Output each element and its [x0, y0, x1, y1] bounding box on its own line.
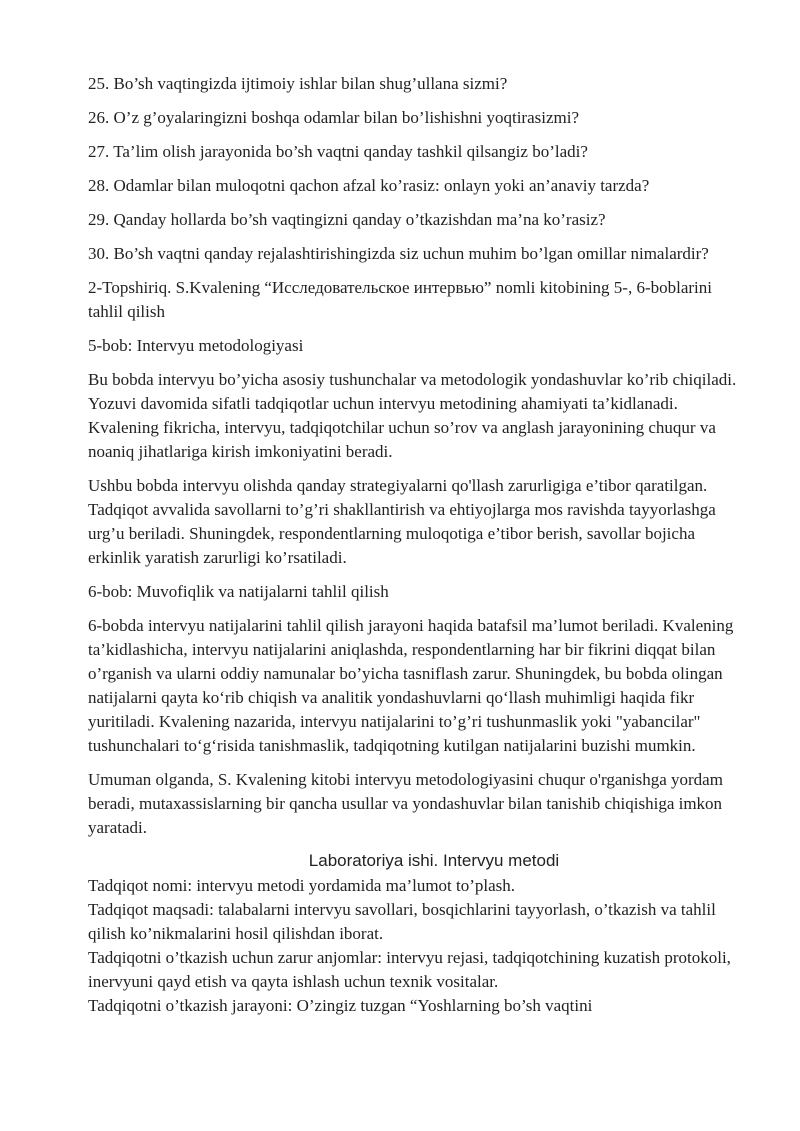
task-2-title: 2-Topshiriq. S.Kvalening “Исследовательское интервью” nomli kitobining 5-, 6-boblarini tahlil qilish	[88, 278, 712, 321]
lab-research-process: Tadqiqotni o’tkazish jarayoni: O’zingiz tuzgan “Yoshlarning bo’sh vaqtini	[88, 996, 593, 1015]
question-27: 27. Ta’lim olish jarayonida bo’sh vaqtni qanday tashkil qilsangiz bo’ladi?	[88, 142, 588, 161]
question-30: 30. Bo’sh vaqtni qanday rejalashtirishingizda siz uchun muhim bo’lgan omillar nimalardir?	[88, 244, 709, 263]
chapter-6-heading: 6-bob: Muvofiqlik va natijalarni tahlil qilish	[88, 582, 389, 601]
chapter-6-paragraph: 6-bobda intervyu natijalarini tahlil qilish jarayoni haqida batafsil ma’lumot beriladi. Kvalening ta’kidlashicha, intervyu natijalarini aniqlashda, respondentlarning har bir fikrini diqqat bilan o’rganish va ularni oddiy namunalar bo’yicha tasniflash zarur. Shuningdek, bu bobda olingan natijalarni qayta ko‘rib chiqish va analitik yondashuvlarni qo‘llash muhimligi haqida fikr yuritiladi. Kvalening nazarida, intervyu natijalarini to’g’ri tushunmaslik yoki "yabancilar" tushunchalari to‘g‘risida tanishmaslik, tadqiqotning kutilgan natijalarini buzishi mumkin.	[88, 616, 734, 755]
lab-research-goal: Tadqiqot maqsadi: talabalarni intervyu savollari, bosqichlarini tayyorlash, o’tkazish va tahlil qilish ko’nikmalarini hosil qilishdan iborat.	[88, 900, 716, 943]
question-28: 28. Odamlar bilan muloqotni qachon afzal ko’rasiz: onlayn yoki an’anaviy tarzda?	[88, 176, 650, 195]
chapter-5-paragraph-2: Ushbu bobda intervyu olishda qanday strategiyalarni qo'llash zarurligiga e’tibor qaratilgan. Tadqiqot avvalida savollarni to’g’ri shakllantirish va ehtiyojlarga mos ravishda tayyorlashga urg’u beriladi. Shuningdek, respondentlarning muloqotiga e’tibor berish, savollar bojicha erkinlik yaratish zarurligi ko’rsatiladi.	[88, 476, 716, 567]
chapter-5-heading: 5-bob: Intervyu metodologiyasi	[88, 336, 304, 355]
question-26: 26. O’z g’oyalaringizni boshqa odamlar bilan bo’lishishni yoqtirasizmi?	[88, 108, 579, 127]
lab-required-tools: Tadqiqotni o’tkazish uchun zarur anjomlar: intervyu rejasi, tadqiqotchining kuzatish protokoli, inervyuni qayd etish va qayta ishlash uchun texnik vositalar.	[88, 948, 731, 991]
question-29: 29. Qanday hollarda bo’sh vaqtingizni qanday o’tkazishdan ma’na ko’rasiz?	[88, 210, 606, 229]
lab-research-name: Tadqiqot nomi: intervyu metodi yordamida ma’lumot to’plash.	[88, 876, 516, 895]
question-25: 25. Bo’sh vaqtingizda ijtimoiy ishlar bilan shug’ullana sizmi?	[88, 74, 508, 93]
lab-heading: Laboratoriya ishi. Intervyu metodi	[308, 851, 560, 870]
conclusion-paragraph: Umuman olganda, S. Kvalening kitobi intervyu metodologiyasini chuqur o'rganishga yordam beradi, mutaxassislarning bir qancha usullar va yondashuvlar bilan tanishib chiqishiga imkon yaratadi.	[88, 770, 723, 837]
chapter-5-paragraph-1: Bu bobda intervyu bo’yicha asosiy tushunchalar va metodologik yondashuvlar ko’rib chiqiladi. Yozuvi davomida sifatli tadqiqotlar uchun intervyu metodining ahamiyati ta’kidlanadi. Kvalening fikricha, intervyu, tadqiqotchilar uchun so’rov va anglash jarayonining chuqur va noaniq jihatlariga kirish imkoniyatini beradi.	[88, 370, 737, 461]
